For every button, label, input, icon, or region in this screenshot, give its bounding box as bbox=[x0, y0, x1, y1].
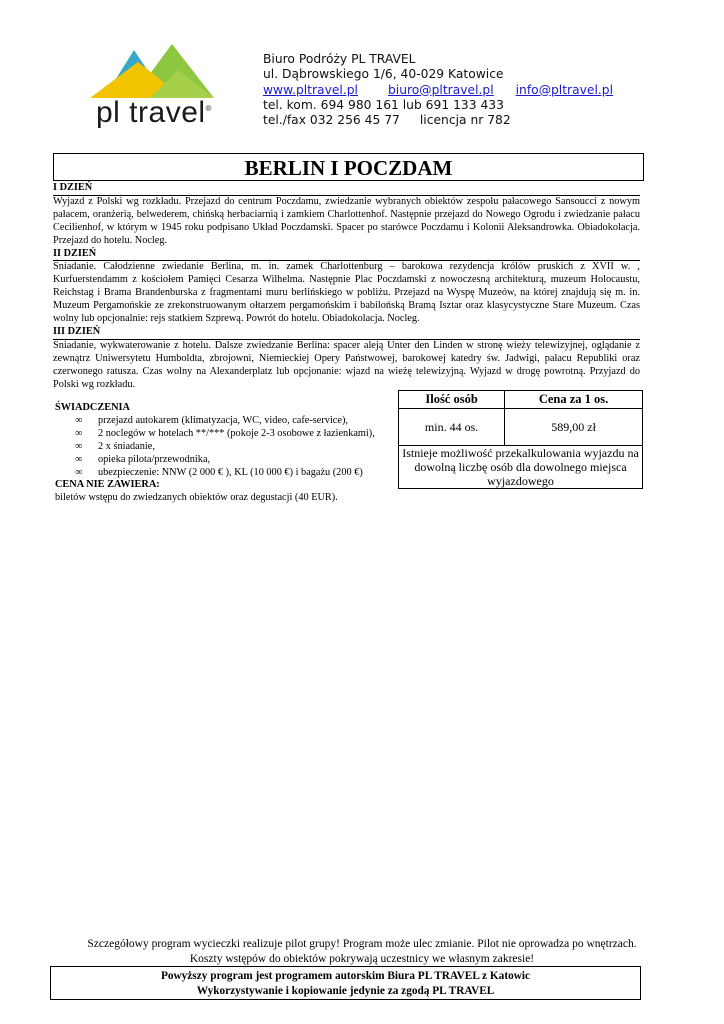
day-3-heading: III DZIEŃ bbox=[53, 326, 640, 340]
contact-links bbox=[263, 83, 613, 98]
pilot-note bbox=[0, 937, 724, 967]
fax-number: tel./fax 032 256 45 77 bbox=[263, 113, 400, 128]
service-text: przejazd autokarem (klimatyzacja, WC, video, cafe-service), bbox=[98, 414, 348, 426]
agency-name: Biuro Podróży PL TRAVEL bbox=[263, 52, 416, 66]
list-item bbox=[55, 415, 393, 428]
table-note-row bbox=[399, 446, 643, 489]
recalculation-note: Istnieje możliwość przekalkulowania wyjazdu na dowolną liczbę osób dla dowolnego miejsca wyjazdowego bbox=[399, 446, 643, 489]
infinity-bullet-icon: ∞ bbox=[75, 440, 83, 452]
day-1-description: Wyjazd z Polski wg rozkładu. Przejazd do centrum Poczdamu, zwiedzanie wybranych obiektów zespołu pałacowego Sansoucci z nowym pałacem, oranżerią, belwederem, chińską herbaciarnią i zamkiem Charlottenhof. Następnie przejazd do Nowego Ogrodu i zwiedzanie pałacu Cecilienhof, w którym w 1945 roku podpisano Układ Poczdamski. Spacer po starówce Poczdamu i Kolonii Aleksandrowka. Obiadokolacja. Przejazd do hotelu. Nocleg. bbox=[53, 195, 640, 246]
price-value: 589,00 zł bbox=[505, 409, 643, 446]
day-2-description: Śniadanie. Całodzienne zwiedanie Berlina, m. in. zamek Charlottenburg – barokowa rezydencja królów pruskich z XVII w. , Kurfuerstendamm z kościołem Pamięci Cesarza Wilhelma. Następnie Plac Poczdamski z nowoczesną architekturą, muzeum Holocaustu, Reichstag i Brama Brandenburska z fragmentami muru berlińskiego w pobliżu. Przejazd na Wyspę Muzeów, na której znajdują się m. in. Muzeum Pergamońskie ze zrekonstruowanym ołtarzem pergamońskim i babilońską Bramą Isztar oraz klasycystyczne Stare Muzeum. Czas wolny lub opcjonalnie: rejs statkiem Szprewą. Powrót do hotelu. Obiadokolacja. Nocleg. bbox=[53, 261, 640, 325]
tour-program bbox=[53, 182, 640, 392]
price-column-header: Cena za 1 os. bbox=[505, 391, 643, 409]
list-item bbox=[55, 454, 393, 467]
table-row bbox=[399, 409, 643, 446]
website-link[interactable]: www.pltravel.pl bbox=[263, 82, 358, 97]
service-text: 2 x śniadanie, bbox=[98, 440, 155, 452]
footer-line-2: Wykorzystywanie i kopiowanie jedynie za zgodą PL TRAVEL bbox=[196, 985, 495, 997]
email-link-biuro[interactable]: biuro@pltravel.pl bbox=[387, 82, 494, 97]
copyright-footer bbox=[50, 966, 641, 1000]
price-table bbox=[398, 390, 643, 489]
logo-registered-mark: ® bbox=[205, 104, 212, 113]
list-item bbox=[55, 428, 393, 441]
list-item bbox=[55, 467, 393, 480]
day-3-description: Śniadanie, wykwaterowanie z hotelu. Dalsze zwiedzanie Berlina: spacer aleją Unter den Linden w stronę wieży telewizyjnej, oglądanie z zewnątrz Uniwersytetu Humboldta, zbrojowni, Niemieckiej Opery Państwowej, barokowej katedry św. Jadwigi, pałacu Republiki oraz czerwonego ratusza. Czas wolny na Alexanderplatz lub opcjonanie: wjazd na wieżę telewizyjną. Wyjazd w drogę powrotną. Przyjazd do Polski wg rozkładu. bbox=[53, 339, 640, 390]
phone-numbers: tel. kom. 694 980 161 lub 691 133 433 bbox=[263, 97, 504, 112]
contact-block bbox=[263, 52, 613, 128]
fax-license-row bbox=[263, 113, 613, 128]
license-number: licencja nr 782 bbox=[419, 113, 511, 128]
services-list bbox=[55, 415, 393, 480]
infinity-bullet-icon: ∞ bbox=[75, 414, 83, 426]
excluded-heading: CENA NIE ZAWIERA: bbox=[55, 479, 160, 491]
page-title: BERLIN I POCZDAM bbox=[53, 153, 644, 181]
service-text: ubezpieczenie: NNW (2 000 € ), KL (10 000 €) i bagażu (200 €) bbox=[98, 466, 363, 478]
footer-line-1: Powyższy program jest programem autorskim Biura PL TRAVEL z Katowic bbox=[160, 970, 531, 982]
email-link-info[interactable]: info@pltravel.pl bbox=[515, 82, 614, 97]
agency-address: ul. Dąbrowskiego 1/6, 40-029 Katowice bbox=[263, 67, 504, 82]
logo-text bbox=[96, 96, 212, 130]
excluded-text: biletów wstępu do zwiedzanych obiektów oraz degustacji (40 EUR). bbox=[55, 492, 338, 504]
infinity-bullet-icon: ∞ bbox=[75, 427, 83, 439]
services-heading: ŚWIADCZENIA bbox=[55, 402, 130, 413]
services-section bbox=[55, 402, 393, 505]
service-text: 2 noclegów w hotelach **/*** (pokoje 2-3 osobowe z łazienkami), bbox=[98, 427, 375, 439]
infinity-bullet-icon: ∞ bbox=[75, 453, 83, 465]
infinity-bullet-icon: ∞ bbox=[75, 466, 83, 478]
logo-wordmark: pl travel bbox=[96, 96, 206, 129]
day-1-heading: I DZIEŃ bbox=[53, 182, 640, 196]
persons-column-header: Ilość osób bbox=[399, 391, 505, 409]
list-item bbox=[55, 441, 393, 454]
table-header-row bbox=[399, 391, 643, 409]
day-2-heading: II DZIEŃ bbox=[53, 248, 640, 262]
service-text: opieka pilota/przewodnika, bbox=[98, 453, 211, 465]
pilot-note-line-2: Koszty wstępów do obiektów pokrywają uczestnicy we własnym zakresie! bbox=[189, 953, 535, 965]
pilot-note-line-1: Szczegółowy program wycieczki realizuje pilot grupy! Program może ulec zmianie. Pilot nie oprowadza po wnętrzach. bbox=[87, 938, 637, 950]
persons-value: min. 44 os. bbox=[399, 409, 505, 446]
